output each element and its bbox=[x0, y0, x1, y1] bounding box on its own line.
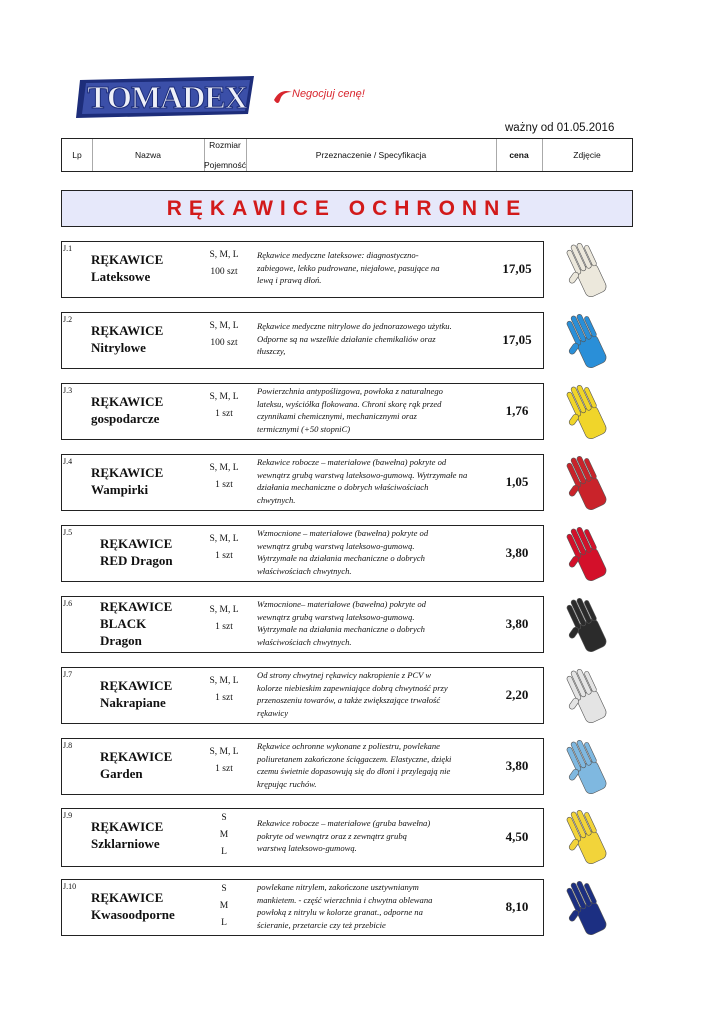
product-price: 3,80 bbox=[505, 616, 529, 631]
product-spec-line: czemu świetnie dopasowują się do dłoni i przylegają nie bbox=[257, 766, 451, 777]
product-lp: J.4 bbox=[63, 457, 73, 466]
product-price: 17,05 bbox=[502, 332, 532, 347]
product-lp: J.2 bbox=[63, 315, 73, 324]
product-lp: J.1 bbox=[63, 244, 73, 253]
product-spec-line: powlekane nitrylem, zakończone usztywnianym bbox=[257, 882, 419, 892]
header-nazwa: Nazwa bbox=[135, 150, 161, 160]
product-size-line2: M bbox=[219, 901, 229, 911]
product-name-line1: RĘKAWICE bbox=[91, 890, 164, 905]
product-price: 1,76 bbox=[505, 403, 529, 418]
product-lp: J.9 bbox=[63, 811, 73, 820]
product-spec-line: wewnątrz grubą warstwą lateksowo-gumową. bbox=[257, 540, 415, 551]
header-przeznaczenie: Przeznaczenie / Specyfikacja bbox=[315, 150, 427, 160]
product-spec-line: działania mechaniczne o dobrych właściwościach bbox=[257, 482, 429, 493]
product-name-line3: Dragon bbox=[100, 633, 142, 648]
product-spec-line: lewą i prawą dłoń. bbox=[257, 275, 322, 286]
product-name-line1: RĘKAWICE bbox=[91, 465, 164, 480]
product-name-line2: Szklarniowe bbox=[91, 836, 160, 851]
product-name bbox=[91, 464, 163, 498]
tomadex-logo bbox=[72, 74, 262, 120]
product-spec bbox=[257, 740, 479, 790]
product-spec-line: powłoką z nitrylu w kolorze granat., odporne na bbox=[257, 907, 423, 918]
product-name bbox=[100, 598, 172, 649]
product-size bbox=[206, 531, 242, 565]
product-price: 3,80 bbox=[505, 758, 529, 773]
product-spec-line: Rekawice robocze – materiałowe (gruba bawełna) bbox=[257, 818, 431, 828]
product-lp: J.8 bbox=[63, 741, 73, 750]
product-spec bbox=[257, 527, 479, 577]
product-spec bbox=[257, 669, 479, 719]
product-price: 1,05 bbox=[505, 474, 529, 489]
product-spec bbox=[257, 385, 479, 435]
product-spec bbox=[257, 456, 479, 506]
product-spec-line: Rękawice medyczne lateksowe: diagnostyczno- bbox=[257, 250, 419, 260]
product-spec-line: Rekawice robocze – materiałowe (bawełna) pokryte od bbox=[257, 457, 447, 467]
product-spec-line: krępując ruchów. bbox=[257, 778, 317, 789]
product-size bbox=[206, 602, 242, 636]
product-row bbox=[61, 738, 544, 795]
product-price: 17,05 bbox=[502, 261, 532, 276]
product-name-line1: RĘKAWICE bbox=[100, 678, 173, 693]
product-spec-line: chwytnych. bbox=[257, 494, 296, 505]
product-size-line2: 1 szt bbox=[215, 622, 233, 632]
glove-photo bbox=[548, 664, 628, 728]
glove-photo bbox=[548, 593, 628, 657]
product-size-line2: 1 szt bbox=[215, 551, 233, 561]
product-name-line1: RĘKAWICE bbox=[91, 323, 164, 338]
product-lp: J.7 bbox=[63, 670, 73, 679]
product-spec-line: warstwą lateksowo-gumową. bbox=[257, 843, 357, 854]
product-price: 2,20 bbox=[505, 687, 529, 702]
product-size-line2: 1 szt bbox=[215, 409, 233, 419]
product-spec-line: właściwościach chwytnych. bbox=[257, 636, 352, 647]
product-row bbox=[61, 383, 544, 440]
product-name-line2: Kwasoodporne bbox=[91, 907, 175, 922]
product-size bbox=[206, 389, 242, 423]
product-size bbox=[206, 247, 242, 281]
product-spec-line: Powierzchnia antypoślizgowa, powłoka z naturalnego bbox=[257, 386, 443, 396]
product-size-line1: S bbox=[221, 813, 227, 823]
product-size-line1: S, M, L bbox=[209, 321, 239, 331]
product-size-line2: M bbox=[219, 830, 229, 840]
product-size-line1: S, M, L bbox=[209, 676, 239, 686]
product-name-line2: Lateksowe bbox=[91, 269, 151, 284]
section-title: RĘKAWICE OCHRONNE bbox=[61, 190, 633, 227]
product-row bbox=[61, 525, 544, 582]
product-spec-line: Odporne są na wszelkie działanie chemikaliów oraz bbox=[257, 333, 436, 344]
product-name bbox=[91, 251, 163, 285]
product-spec-line: Wzmocnione– materiałowe (bawełna) pokryte od bbox=[257, 599, 426, 609]
header-rozmiar-label: Rozmiar bbox=[209, 140, 241, 150]
product-name bbox=[91, 818, 163, 852]
product-name bbox=[91, 889, 175, 923]
product-size bbox=[206, 744, 242, 778]
product-spec-line: tłuszczy, bbox=[257, 346, 286, 357]
product-size bbox=[206, 460, 242, 494]
product-size-line1: S bbox=[221, 884, 227, 894]
product-lp: J.6 bbox=[63, 599, 73, 608]
product-lp: J.5 bbox=[63, 528, 73, 537]
product-spec-line: pokryte od wewnątrz oraz z zewnątrz grubą bbox=[257, 830, 407, 841]
product-size-line2: 100 szt bbox=[210, 267, 238, 277]
product-name bbox=[91, 322, 163, 356]
product-spec-line: poliuretanem zakończone ściągaczem. Elastyczne, dzięki bbox=[257, 753, 452, 764]
glove-photo bbox=[548, 451, 628, 515]
product-size-line2: 1 szt bbox=[215, 764, 233, 774]
product-spec-line: Rękawice ochronne wykonane z poliestru, powlekane bbox=[257, 741, 440, 751]
product-name-line1: RĘKAWICE bbox=[100, 599, 173, 614]
product-spec-line: termicznymi (+50 stopniC) bbox=[257, 423, 351, 434]
product-size-line1: S, M, L bbox=[209, 534, 239, 544]
logo-tagline: Negocjuj cenę! bbox=[292, 88, 365, 100]
product-spec-line: rękawicy bbox=[257, 707, 289, 718]
product-price: 4,50 bbox=[505, 829, 529, 844]
product-spec-line: zabiegowe, lekko pudrowane, niejałowe, pasujące na bbox=[257, 262, 440, 273]
product-size bbox=[206, 810, 242, 861]
product-name-line1: RĘKAWICE bbox=[100, 536, 173, 551]
product-spec-line: czynnikami chemicznymi, mechanicznymi oraz bbox=[257, 411, 417, 422]
product-price: 8,10 bbox=[505, 899, 529, 914]
product-spec-line: Wytrzymałe na działania mechaniczne o dobrych bbox=[257, 553, 425, 564]
product-row bbox=[61, 808, 544, 867]
product-spec-line: wewnątrz grubą warstwą lateksowo-gumową. Wytrzymałe na bbox=[257, 469, 468, 480]
product-size-line3: L bbox=[221, 918, 227, 928]
product-lp: J.10 bbox=[63, 882, 77, 891]
product-spec-line: ścieranie, przetarcie czy też przebicie bbox=[257, 919, 386, 930]
product-size-line2: 100 szt bbox=[210, 338, 238, 348]
glove-photo bbox=[548, 735, 628, 799]
header-lp: Lp bbox=[72, 150, 82, 160]
product-name bbox=[100, 677, 172, 711]
product-row bbox=[61, 879, 544, 936]
product-name-line2: Nakrapiane bbox=[100, 695, 166, 710]
product-name-line2: Garden bbox=[100, 766, 143, 781]
product-row bbox=[61, 241, 544, 298]
product-row bbox=[61, 454, 544, 511]
product-size-line1: S, M, L bbox=[209, 250, 239, 260]
product-name-line1: RĘKAWICE bbox=[91, 819, 164, 834]
glove-photo bbox=[548, 522, 628, 586]
product-name-line2: gospodarcze bbox=[91, 411, 160, 426]
product-size-line1: S, M, L bbox=[209, 463, 239, 473]
product-spec-line: przenoszeniu towarów, a także zwiększające trwałość bbox=[257, 695, 441, 706]
product-row bbox=[61, 667, 544, 724]
product-spec-line: Wytrzymałe na działania mechaniczne o dobrych bbox=[257, 624, 425, 635]
product-row bbox=[61, 596, 544, 653]
valid-from-date: ważny od 01.05.2016 bbox=[505, 122, 615, 134]
product-size bbox=[206, 318, 242, 352]
product-name bbox=[100, 535, 173, 569]
product-spec-line: Od strony chwytnej rękawicy nakropienie z PCV w bbox=[257, 670, 432, 680]
product-price: 3,80 bbox=[505, 545, 529, 560]
product-size-line2: 1 szt bbox=[215, 693, 233, 703]
product-lp: J.3 bbox=[63, 386, 73, 395]
product-size-line1: S, M, L bbox=[209, 605, 239, 615]
product-spec-line: właściwościach chwytnych. bbox=[257, 565, 352, 576]
product-size-line1: S, M, L bbox=[209, 392, 239, 402]
product-name bbox=[91, 393, 163, 427]
product-size-line1: S, M, L bbox=[209, 747, 239, 757]
header-cena: cena bbox=[509, 150, 529, 160]
product-name-line2: RED Dragon bbox=[100, 553, 173, 568]
product-spec bbox=[257, 881, 479, 931]
product-spec bbox=[257, 249, 479, 287]
header-pojemnosc-label: Pojemność bbox=[203, 160, 247, 170]
product-spec-line: Rękawice medyczne nitrylowe do jednorazowego użytku. bbox=[257, 321, 452, 331]
svg-text:TOMADEX: TOMADEX bbox=[87, 79, 247, 115]
product-name-line1: RĘKAWICE bbox=[91, 252, 164, 267]
price-list-header bbox=[61, 138, 633, 172]
glove-photo bbox=[548, 876, 628, 940]
header-zdjecie: Zdjęcie bbox=[573, 150, 601, 160]
product-size bbox=[206, 881, 242, 932]
product-spec-line: mankietem. - część wierzchnia i chwytna oblewana bbox=[257, 894, 433, 905]
product-name-line2: BLACK bbox=[100, 616, 147, 631]
product-size bbox=[206, 673, 242, 707]
product-size-line2: 1 szt bbox=[215, 480, 233, 490]
product-spec bbox=[257, 598, 479, 648]
product-spec-line: kolorze niebieskim zapewniające dobrą chwytność przy bbox=[257, 682, 448, 693]
product-spec-line: wewnątrz grubą warstwą lateksowo-gumową. bbox=[257, 611, 415, 622]
product-spec bbox=[257, 817, 479, 855]
product-name-line1: RĘKAWICE bbox=[91, 394, 164, 409]
product-size-line3: L bbox=[221, 847, 227, 857]
product-name bbox=[100, 748, 172, 782]
glove-photo bbox=[548, 238, 628, 302]
product-spec-line: lateksu, wyściółka flokowana. Chroni skorę rąk przed bbox=[257, 398, 442, 409]
product-name-line2: Nitrylowe bbox=[91, 340, 146, 355]
glove-photo bbox=[548, 805, 628, 869]
product-name-line2: Wampirki bbox=[91, 482, 149, 497]
product-name-line1: RĘKAWICE bbox=[100, 749, 173, 764]
product-spec bbox=[257, 320, 479, 358]
product-spec-line: Wzmocnione – materiałowe (bawełna) pokryte od bbox=[257, 528, 429, 538]
glove-photo bbox=[548, 380, 628, 444]
header-rozmiar bbox=[204, 139, 246, 171]
product-row bbox=[61, 312, 544, 369]
glove-photo bbox=[548, 309, 628, 373]
